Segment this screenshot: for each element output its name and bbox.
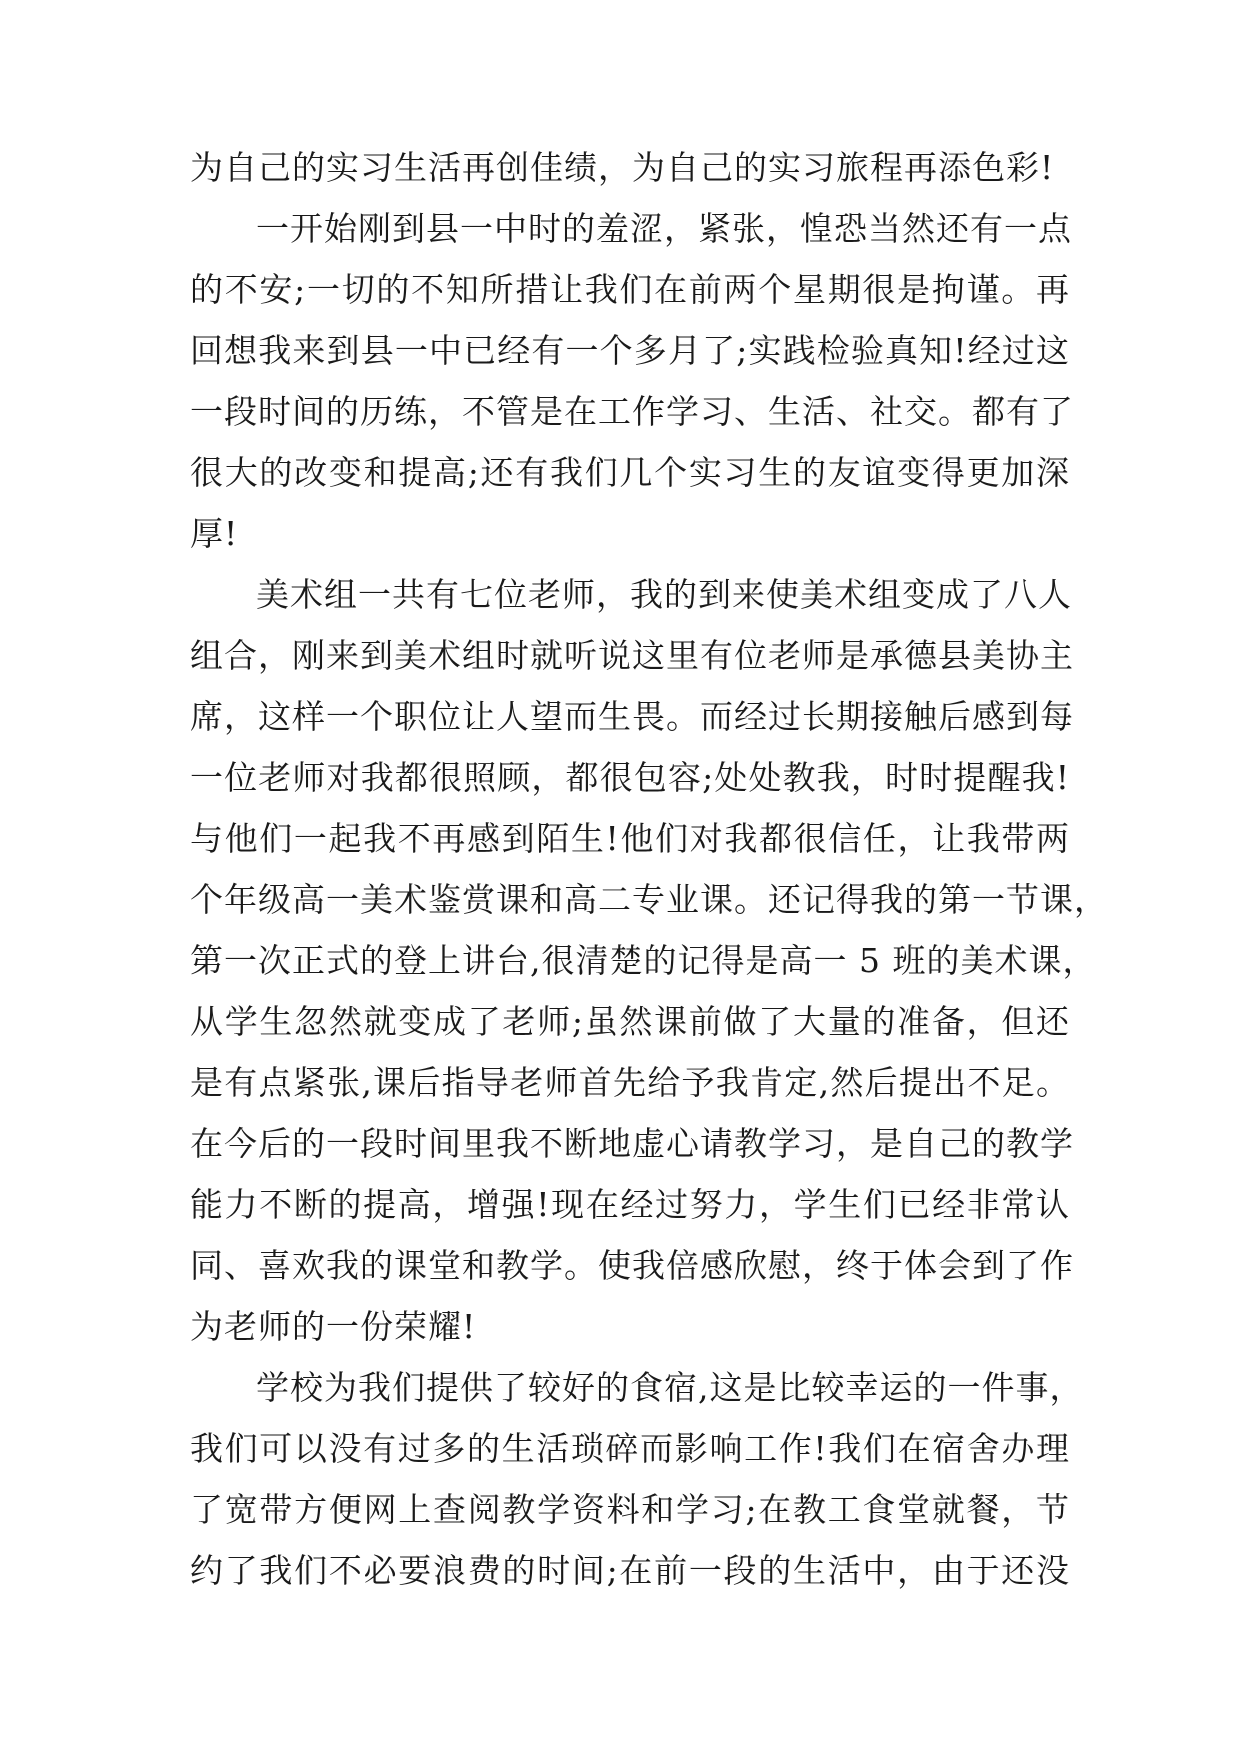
paragraph-first-line: 美术组一共有七位老师，我的到来使美术组变成了八人 xyxy=(256,575,1072,614)
text-line: 与他们一起我不再感到陌生!他们对我都很信任，让我带两 xyxy=(190,819,1070,858)
text-line: 约了我们不必要浪费的时间;在前一段的生活中，由于还没 xyxy=(190,1551,1070,1590)
paragraph-first-line: 学校为我们提供了较好的食宿,这是比较幸运的一件事， xyxy=(256,1368,1084,1407)
text-line: 回想我来到县一中已经有一个多月了;实践检验真知!经过这 xyxy=(190,331,1070,370)
text-line: 同、喜欢我的课堂和教学。使我倍感欣慰，终于体会到了作 xyxy=(190,1246,1074,1285)
text-line: 在今后的一段时间里我不断地虚心请教学习，是自己的教学 xyxy=(190,1124,1074,1163)
paragraph-first-line: 一开始刚到县一中时的羞涩，紧张，惶恐当然还有一点 xyxy=(256,209,1072,248)
text-line: 一段时间的历练，不管是在工作学习、生活、社交。都有了 xyxy=(190,392,1074,431)
text-line: 第一次正式的登上讲台,很清楚的记得是高一 5 班的美术课， xyxy=(190,941,1097,980)
text-line: 个年级高一美术鉴赏课和高二专业课。还记得我的第一节课， xyxy=(190,880,1108,919)
text-line: 厚! xyxy=(190,514,239,553)
text-line: 了宽带方便网上查阅教学资料和学习;在教工食堂就餐，节 xyxy=(190,1490,1070,1529)
text-line: 的不安;一切的不知所措让我们在前两个星期很是拘谨。再 xyxy=(190,270,1070,309)
text-line: 组合，刚来到美术组时就听说这里有位老师是承德县美协主 xyxy=(190,636,1074,675)
text-line: 一位老师对我都很照顾，都很包容;处处教我，时时提醒我! xyxy=(190,758,1070,797)
text-line: 很大的改变和提高;还有我们几个实习生的友谊变得更加深 xyxy=(190,453,1070,492)
text-line: 为自己的实习生活再创佳绩，为自己的实习旅程再添色彩! xyxy=(190,148,1055,187)
text-line: 为老师的一份荣耀! xyxy=(190,1307,477,1346)
text-line: 能力不断的提高，增强!现在经过努力，学生们已经非常认 xyxy=(190,1185,1070,1224)
text-line: 我们可以没有过多的生活琐碎而影响工作!我们在宿舍办理 xyxy=(190,1429,1070,1468)
text-line: 是有点紧张,课后指导老师首先给予我肯定,然后提出不足。 xyxy=(190,1063,1070,1102)
text-line: 席，这样一个职位让人望而生畏。而经过长期接触后感到每 xyxy=(190,697,1074,736)
text-line: 从学生忽然就变成了老师;虽然课前做了大量的准备，但还 xyxy=(190,1002,1070,1041)
